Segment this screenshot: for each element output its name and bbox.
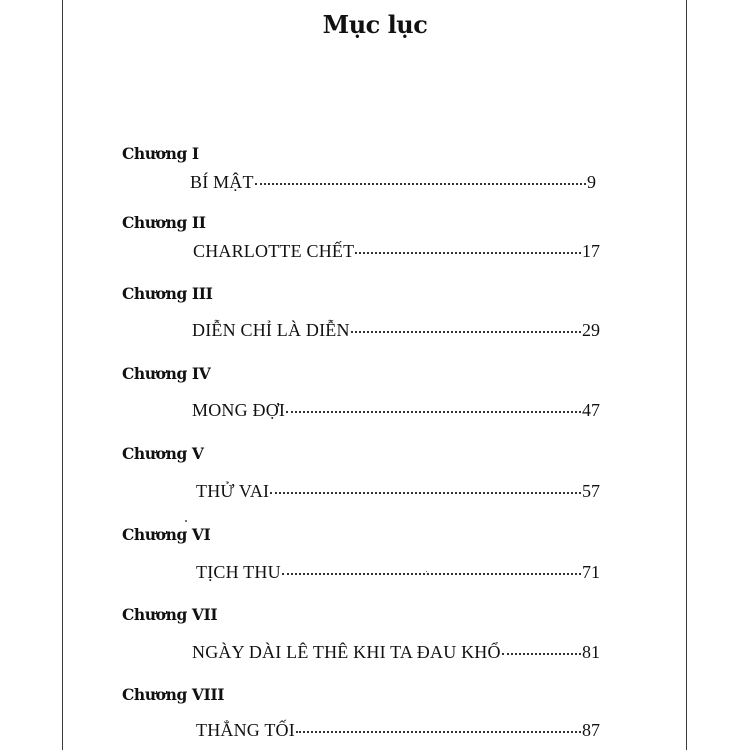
print-speck [426,571,427,572]
dot-leader [270,491,581,494]
entry-page-number: 29 [582,320,600,340]
toc-entry[interactable] [190,172,596,193]
page-edge-right [686,0,687,750]
chapter-label: Chương IV [122,364,211,383]
chapter-label: Chương II [122,213,206,232]
entry-title: CHARLOTTE CHẾT [193,241,355,261]
entry-page-number: 57 [582,481,600,501]
entry-title: MONG ĐỢI [192,400,286,420]
dot-leader [351,330,581,333]
toc-entry[interactable] [192,400,600,421]
toc-entry[interactable] [192,320,600,341]
page-edge-left [62,0,63,750]
dot-leader [502,652,581,655]
toc-entry[interactable] [196,562,600,583]
chapter-label: Chương I [122,144,199,163]
entry-page-number: 71 [582,562,600,582]
page-title: Mục lục [322,10,428,39]
dot-leader [286,410,581,413]
chapter-label: Chương VI [122,525,211,544]
entry-page-number: 47 [582,400,600,420]
entry-page-number: 87 [582,720,600,740]
entry-page-number: 81 [582,642,600,662]
toc-entry[interactable] [196,720,600,741]
entry-title: DIỄN CHỈ LÀ DIỄN [192,320,350,340]
entry-title: TỊCH THU [196,562,281,582]
entry-page-number: 17 [582,241,600,261]
dot-leader [355,251,581,254]
chapter-label: Chương VIII [122,685,225,704]
print-speck [185,520,187,522]
toc-entry[interactable] [196,481,600,502]
toc-entry[interactable] [193,241,600,262]
entry-title: THẲNG TỐI [196,720,295,740]
chapter-label: Chương III [122,284,213,303]
dot-leader [255,182,586,185]
dot-leader [296,730,581,733]
chapter-label: Chương V [122,444,204,463]
toc-entry[interactable] [192,642,600,663]
chapter-label: Chương VII [122,605,218,624]
entry-title: BÍ MẬT [190,172,254,192]
entry-page-number: 9 [587,172,596,192]
entry-title: NGÀY DÀI LÊ THÊ KHI TA ĐAU KHỔ [192,642,501,662]
entry-title: THỬ VAI [196,481,270,501]
dot-leader [282,572,581,575]
